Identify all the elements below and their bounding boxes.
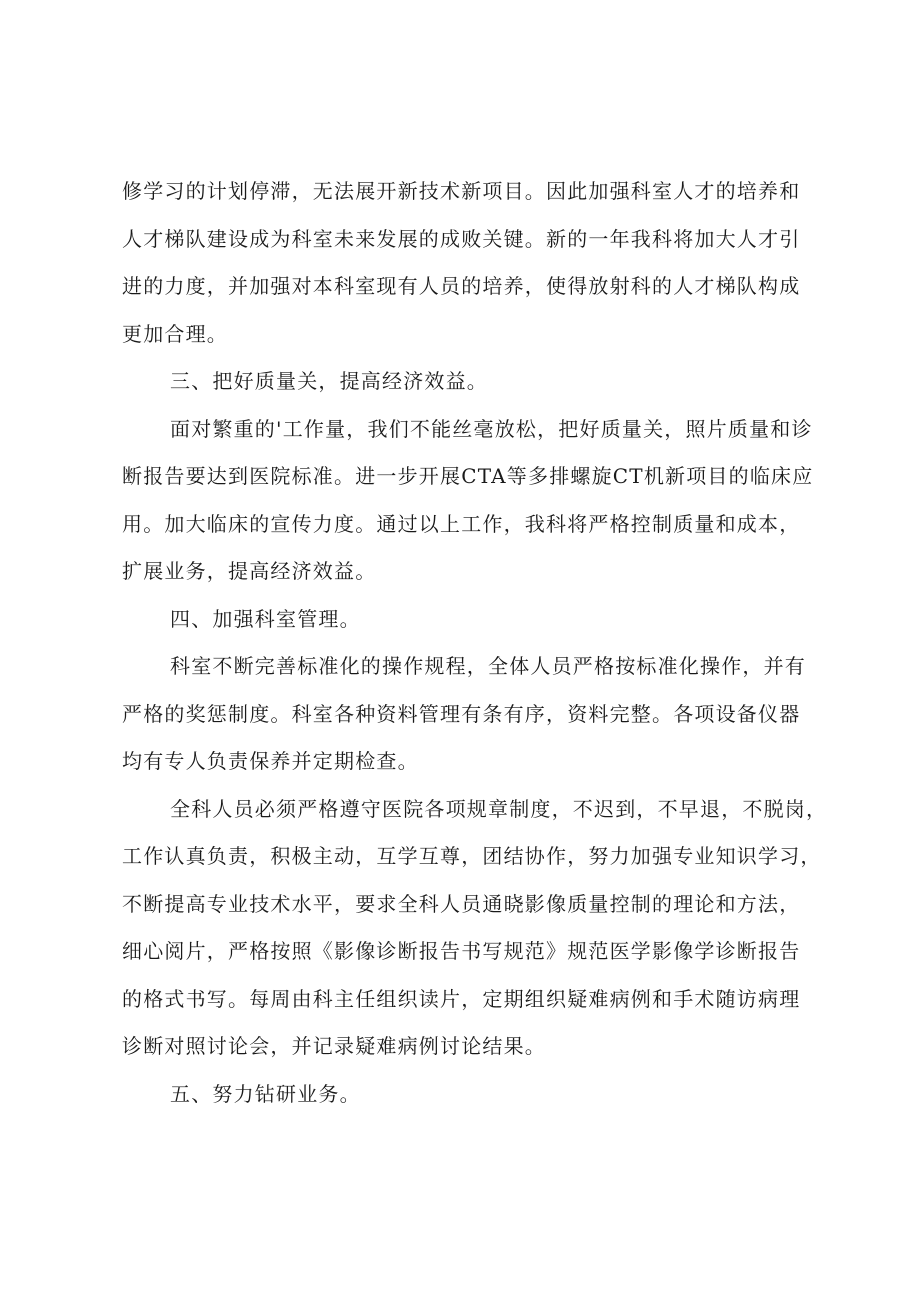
text-line: 细心阅片，严格按照《影像诊断报告书写规范》规范医学影像学诊断报告 <box>122 939 801 963</box>
text-line: 的格式书写。每周由科主任组织读片，定期组织疑难病例和手术随访病理 <box>122 986 801 1011</box>
section-heading-research <box>122 1071 828 1119</box>
text-line: 用。加大临床的宣传力度。通过以上工作，我科将严格控制质量和成本， <box>122 511 801 536</box>
heading-line: 四、加强科室管理。 <box>170 606 361 631</box>
document-body <box>122 168 828 1118</box>
text-line: 均有专人负责保养并定期检查。 <box>122 749 419 773</box>
section-heading-management <box>122 596 828 644</box>
text-line: 工作认真负责，积极主动，互学互尊，团结协作，努力加强专业知识学习， <box>122 844 822 868</box>
section-heading-quality <box>122 358 828 406</box>
text-line: 严格的奖惩制度。科室各种资料管理有条有序，资料完整。各项设备仪器 <box>122 701 801 726</box>
text-line: 更加合理。 <box>122 321 228 346</box>
text-line: 诊断对照讨论会，并记录疑难病例讨论结果。 <box>122 1034 546 1058</box>
text-line: 人才梯队建设成为科室未来发展的成败关键。新的一年我科将加大人才引 <box>122 226 801 251</box>
heading-line: 五、努力钻研业务。 <box>170 1081 361 1106</box>
paragraph-rules <box>122 786 828 1071</box>
text-line: 进的力度，并加强对本科室现有人员的培养，使得放射科的人才梯队构成 <box>122 274 801 298</box>
text-line: 面对繁重的'工作量，我们不能丝毫放松，把好质量关，照片质量和诊 <box>170 416 813 441</box>
text-line: 不断提高专业技术水平，要求全科人员通晓影像质量控制的理论和方法， <box>122 891 801 916</box>
paragraph-quality <box>122 406 828 596</box>
text-line: 科室不断完善标准化的操作规程，全体人员严格按标准化操作，并有 <box>170 654 806 678</box>
text-line: 断报告要达到医院标准。进一步开展CTA等多排螺旋CT机新项目的临床应 <box>122 464 814 488</box>
heading-line: 三、把好质量关，提高经济效益。 <box>170 369 488 393</box>
text-line: 修学习的计划停滞，无法展开新技术新项目。因此加强科室人才的培养和 <box>122 179 801 203</box>
paragraph-talent <box>122 168 828 358</box>
text-line: 扩展业务，提高经济效益。 <box>122 559 377 583</box>
paragraph-management <box>122 643 828 786</box>
text-line: 全科人员必须严格遵守医院各项规章制度，不迟到，不早退，不脱岗， <box>170 796 828 821</box>
